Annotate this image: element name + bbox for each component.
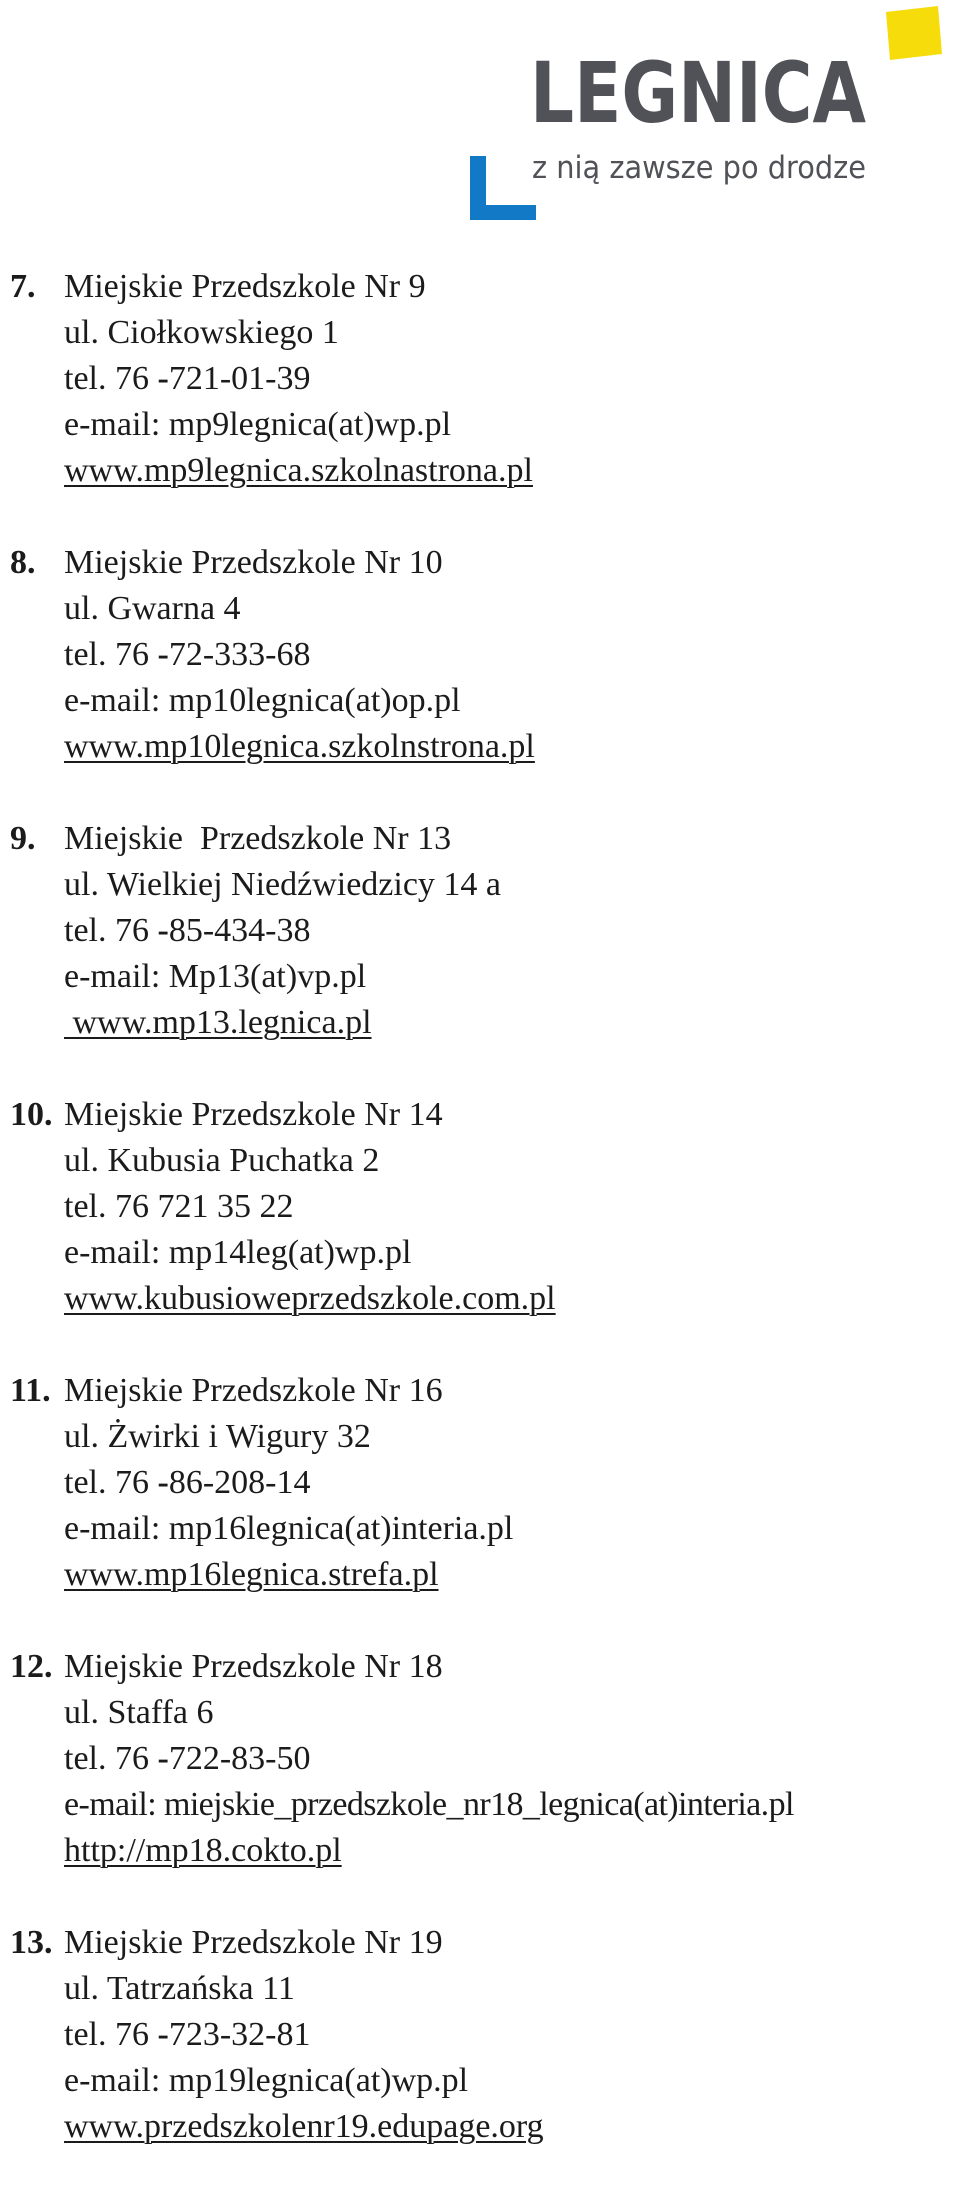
- item-name: Miejskie Przedszkole Nr 14: [64, 1096, 443, 1133]
- item-phone: [10, 1184, 956, 1230]
- kindergarten-list: [10, 264, 956, 2196]
- phone-prefix: tel. 76: [64, 1464, 158, 1501]
- item-phone: [10, 1736, 956, 1782]
- phone-dash: -: [157, 912, 169, 949]
- item-name: Miejskie Przedszkole Nr 18: [64, 1648, 443, 1685]
- item-website-link[interactable]: www.przedszkolenr19.edupage.org: [64, 2108, 544, 2145]
- list-item: [10, 1368, 956, 1598]
- item-address: ul. Gwarna 4: [64, 590, 241, 627]
- phone-dash: -: [157, 1740, 169, 1777]
- item-email: e-mail: Mp13(at)vp.pl: [64, 958, 367, 995]
- list-item: [10, 1644, 956, 1874]
- phone-prefix: tel. 76: [64, 2016, 158, 2053]
- item-number: 12.: [10, 1648, 53, 1685]
- item-name: Miejskie Przedszkole Nr 9: [64, 268, 426, 305]
- list-item: [10, 264, 956, 494]
- phone-number: 722-83-50: [168, 1740, 311, 1777]
- item-name: Miejskie Przedszkole Nr 19: [64, 1924, 443, 1961]
- phone-dash: -: [157, 636, 169, 673]
- item-address: ul. Staffa 6: [64, 1694, 214, 1731]
- phone-prefix: tel. 76: [64, 1740, 158, 1777]
- item-website-link[interactable]: http://mp18.cokto.pl: [64, 1832, 342, 1869]
- logo-wordmark: LEGNICA: [530, 44, 866, 142]
- item-number: 8.: [10, 544, 36, 581]
- phone-number: 85-434-38: [168, 912, 311, 949]
- item-address: ul. Tatrzańska 11: [64, 1970, 295, 2007]
- item-number: 7.: [10, 268, 36, 305]
- item-number: 11.: [10, 1372, 51, 1409]
- item-number: 10.: [10, 1096, 53, 1133]
- phone-number: 721-01-39: [168, 360, 311, 397]
- item-address: ul. Wielkiej Niedźwiedzicy 14 a: [64, 866, 502, 903]
- phone-number: 86-208-14: [168, 1464, 311, 1501]
- logo-blue-accent: [470, 156, 536, 220]
- phone-dash: -: [157, 360, 169, 397]
- item-email: e-mail: mp10legnica(at)op.pl: [64, 682, 461, 719]
- phone-prefix: tel. 76: [64, 636, 158, 673]
- list-item: [10, 1920, 956, 2150]
- item-email: e-mail: mp9legnica(at)wp.pl: [64, 406, 452, 443]
- item-email: e-mail: mp19legnica(at)wp.pl: [64, 2062, 469, 2099]
- item-name: Miejskie Przedszkole Nr 13: [64, 820, 452, 857]
- item-website-link[interactable]: www.mp16legnica.strefa.pl: [64, 1556, 439, 1593]
- list-item: [10, 1092, 956, 1322]
- logo-tagline: z nią zawsze po drodze: [532, 150, 866, 186]
- phone-prefix: tel. 76 721 35 22: [64, 1188, 294, 1225]
- item-address: ul. Ciołkowskiego 1: [64, 314, 339, 351]
- list-item: [10, 540, 956, 770]
- item-website-link[interactable]: www.mp9legnica.szkolnastrona.pl: [64, 452, 533, 489]
- item-address: ul. Kubusia Puchatka 2: [64, 1142, 380, 1179]
- item-address: ul. Żwirki i Wigury 32: [64, 1418, 371, 1455]
- item-phone: [10, 908, 956, 954]
- phone-dash: -: [157, 2016, 169, 2053]
- item-website-link[interactable]: www.mp10legnica.szkolnstrona.pl: [64, 728, 535, 765]
- item-email: e-mail: miejskie_przedszkole_nr18_legnica(at)interia.pl: [64, 1786, 794, 1823]
- item-number: 9.: [10, 820, 36, 857]
- item-phone: [10, 632, 956, 678]
- item-email: e-mail: mp16legnica(at)interia.pl: [64, 1510, 514, 1547]
- phone-prefix: tel. 76: [64, 360, 158, 397]
- item-website-link[interactable]: www.mp13.legnica.pl: [64, 1004, 372, 1041]
- item-email: e-mail: mp14leg(at)wp.pl: [64, 1234, 412, 1271]
- logo-yellow-accent: [886, 6, 942, 60]
- legnica-logo-graphic: [460, 0, 960, 230]
- item-name: Miejskie Przedszkole Nr 10: [64, 544, 443, 581]
- item-phone: [10, 1460, 956, 1506]
- phone-number: 723-32-81: [168, 2016, 311, 2053]
- phone-number: 72-333-68: [168, 636, 311, 673]
- item-phone: [10, 2012, 956, 2058]
- item-phone: [10, 356, 956, 402]
- item-number: 13.: [10, 1924, 53, 1961]
- phone-prefix: tel. 76: [64, 912, 158, 949]
- item-website-link[interactable]: www.kubusioweprzedszkole.com.pl: [64, 1280, 556, 1317]
- item-name: Miejskie Przedszkole Nr 16: [64, 1372, 443, 1409]
- list-item: [10, 816, 956, 1046]
- phone-dash: -: [157, 1464, 169, 1501]
- legnica-logo: [460, 0, 960, 230]
